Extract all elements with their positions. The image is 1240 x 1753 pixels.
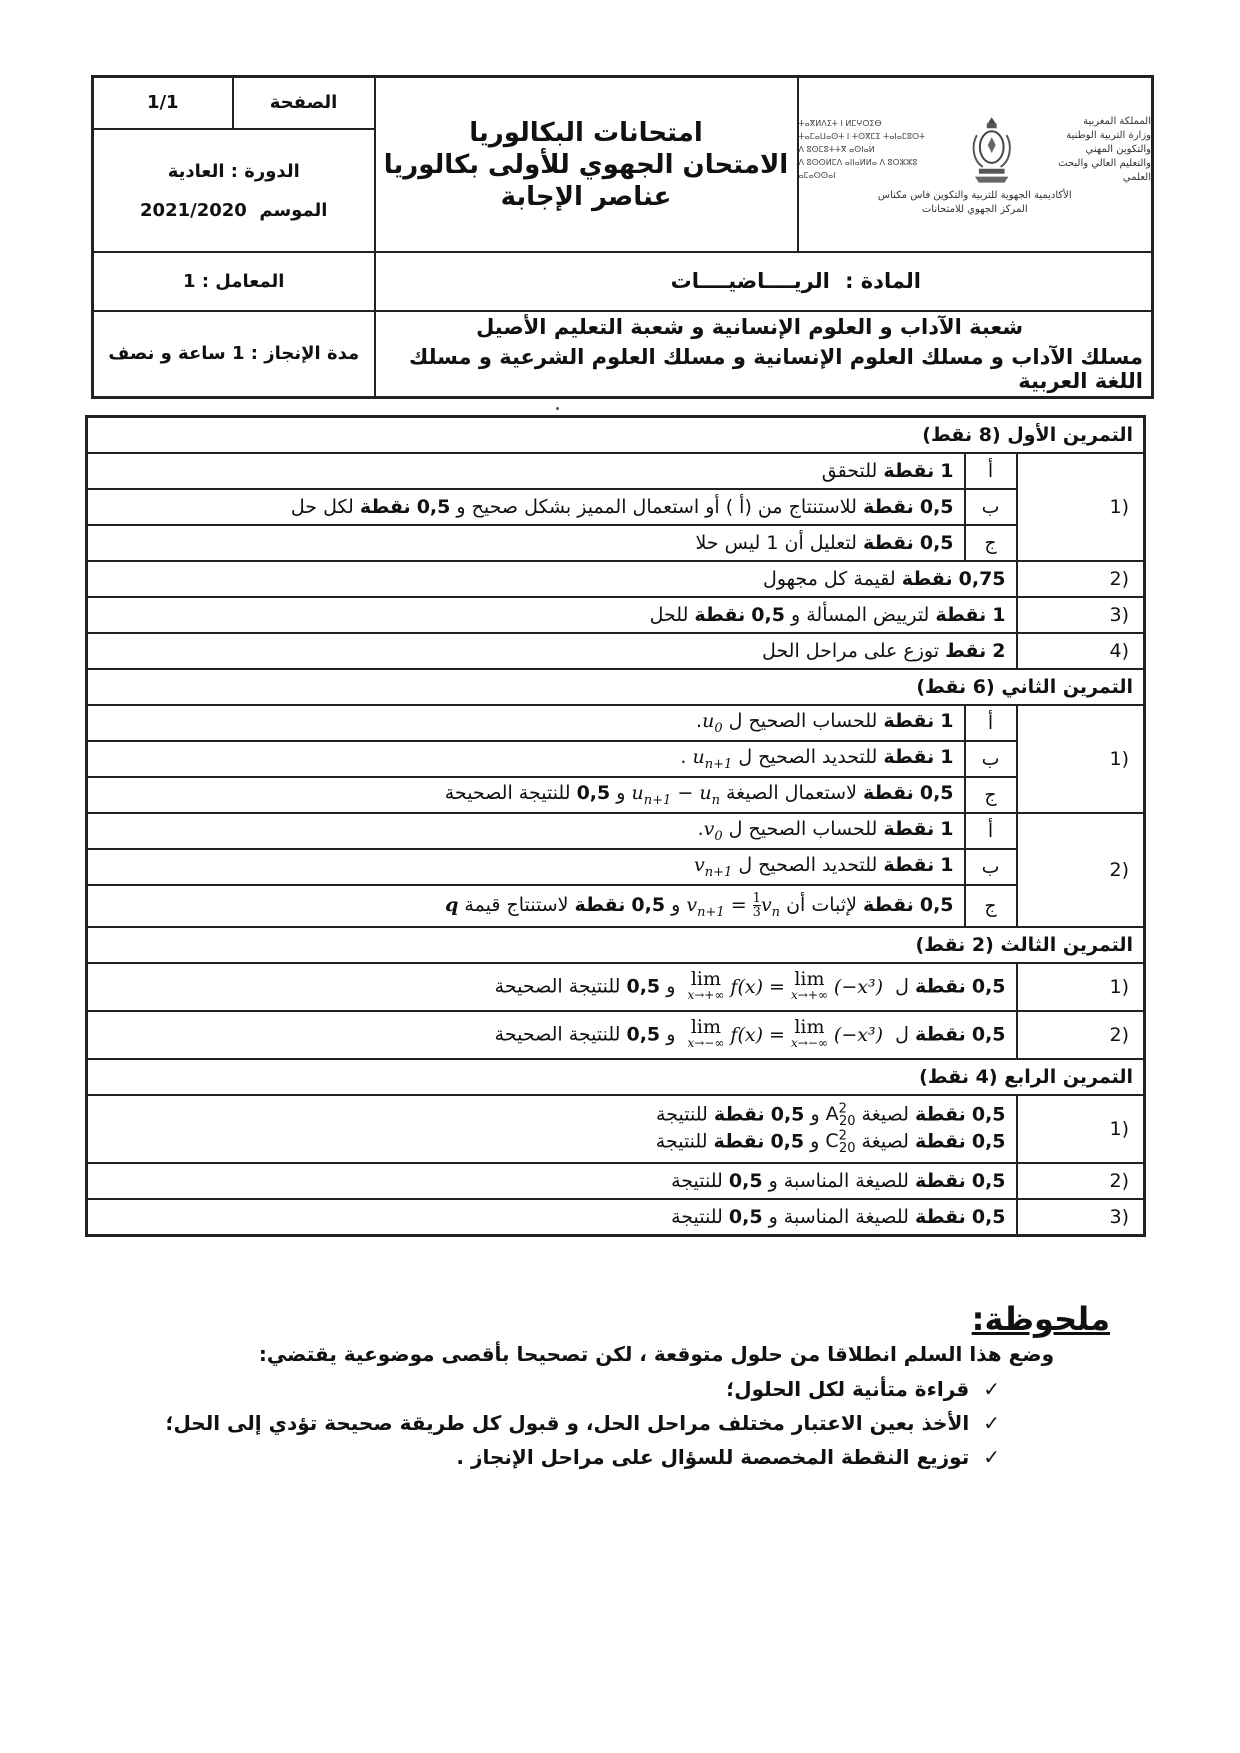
ministry-logo-block: [798, 77, 1153, 253]
logo-academy-text: الأكاديمية الجهوية للتربية والتكوين فاس مكناس المركز الجهوي للامتحانات: [877, 189, 1072, 215]
subject-cell: [375, 252, 1153, 311]
title-line-2: الامتحان الجهوي للأولى بكالوريا: [383, 149, 789, 180]
table-row: (1 أ 1 نقطة للحساب الصحيح ل $u_0$.: [87, 705, 1145, 741]
list-item: ✓الأخذ بعين الاعتبار مختلف مراحل الحل، و قبول كل طريقة صحيحة تؤدي إلى الحل؛: [120, 1406, 1000, 1440]
notes-intro: وضع هذا السلم انطلاقا من حلول متوقعة ، لكن تصحيحا بأقصى موضوعية يقتضي:: [258, 1342, 1054, 1366]
logo-arabic-text: المملكة المغربية وزارة التربية الوطنية والتكوين المهني والتعليم العالي والبحث العلمي: [1058, 115, 1151, 183]
table-row: (2 أ 1 نقطة للحساب الصحيح ل $v_0$.: [87, 813, 1145, 849]
exam-header: [91, 75, 1154, 399]
table-row: (3 1 نقطة لترييض المسألة و 0,5 نقطة للحل: [87, 597, 1145, 633]
table-row: (2 0,75 نقطة لقيمة كل مجهول: [87, 561, 1145, 597]
exercise-2-header: التمرين الثاني (6 نقط): [87, 669, 1145, 705]
checkmark-icon: ✓: [983, 1377, 1000, 1401]
branch-line-1: شعبة الآداب و العلوم الإنسانية و شعبة التعليم الأصيل: [476, 314, 1023, 339]
title-line-1: امتحانات البكالوريا: [469, 117, 703, 148]
table-row: ج 0,5 نقطة لإثبات أن $v_{n+1}$ = $\frac{1}{3}$ $v_n$ و 0,5 نقطة لاستنتاج قيمة q: [87, 885, 1145, 927]
exercise-3-header: التمرين الثالث (2 نقط): [87, 927, 1145, 963]
table-row: (1 0,5 نقطة لصيغة $A^2_{20}$ و 0,5 نقطة للنتيجة 0,5 نقطة لصيغة $C^2_{20}$ و 0,5 نقطة للنتيجة: [87, 1095, 1145, 1163]
coat-of-arms-icon: [969, 113, 1014, 187]
list-item: ✓توزيع النقطة المخصصة للسؤال على مراحل الإنجاز .: [120, 1440, 1000, 1474]
subject-value: الريــــاضيــــات: [670, 269, 830, 294]
branch-line-2: مسلك الآداب و مسلك العلوم الإنسانية و مسلك العلوم الشرعية و مسلك اللغة العربية: [409, 344, 1143, 393]
branches-cell: [375, 311, 1153, 398]
notes-list: [120, 1372, 1120, 1474]
checkmark-icon: ✓: [983, 1445, 1000, 1469]
subject-label: المادة :: [845, 269, 921, 294]
list-item: ✓قراءة متأنية لكل الحلول؛: [120, 1372, 1000, 1406]
logo-tifinagh-text: ⵜⴰⴳⵍⴷⵉⵜ ⵏ ⵍⵎⵖⵔⵉⴱ ⵜⴰⵎⴰⵡⴰⵙⵜ ⵏ ⵜⵙⴳⵎⵉ ⵜⴰⵏⴰⵎⵓⵔⵜ ⴷ ⵓⵙⵎⵓⵜⵜⴳ ⴰⵙⵏⴰⵍ ⴷ ⵓⵙⵙⵍⵎⴷ ⴰⵏⵏⴰⵍⵍⴰ ⴷ ⵓⵔⵣⵣⵓ ⴰⵎⴰⵙⵙⴰⵏ: [798, 119, 926, 181]
table-row: (1 أ 1 نقطة للتحقق: [87, 453, 1145, 489]
duration-cell: مدة الإنجاز : 1 ساعة و نصف: [93, 311, 375, 398]
table-row: (2 0,5 نقطة ل lim x→−∞ f(x) = lim x→−∞ (−x³) و 0,5 للنتيجة الصحيحة: [87, 1011, 1145, 1059]
table-row: (4 2 نقط توزع على مراحل الحل: [87, 633, 1145, 669]
table-row: (1 0,5 نقطة ل lim x→+∞ f(x) = lim x→+∞ (−x³) و 0,5 للنتيجة الصحيحة: [87, 963, 1145, 1011]
title-line-3: عناصر الإجابة: [500, 181, 672, 212]
table-row: (2 0,5 نقطة للصيغة المناسبة و 0,5 للنتيجة: [87, 1163, 1145, 1199]
exercise-4-header: التمرين الرابع (4 نقط): [87, 1059, 1145, 1095]
table-row: ب 1 نقطة للتحديد الصحيح ل $v_{n+1}$: [87, 849, 1145, 885]
table-row: ج 0,5 نقطة لاستعمال الصيغة $u_{n+1} - u_n$ و 0,5 للنتيجة الصحيحة: [87, 777, 1145, 813]
page-label: الصفحة: [233, 77, 375, 129]
table-row: ب 1 نقطة للتحديد الصحيح ل $u_{n+1}$ .: [87, 741, 1145, 777]
table-row: ب 0,5 نقطة للاستنتاج من (أ ) أو استعمال المميز بشكل صحيح و 0,5 نقطة لكل حل: [87, 489, 1145, 525]
scoring-table: [85, 415, 1146, 1237]
coefficient-cell: المعامل : 1: [93, 252, 375, 311]
page-number: 1/1: [93, 77, 233, 129]
exercise-1-header: التمرين الأول (8 نقط): [87, 417, 1145, 454]
season-text: 2021/2020 الموسم: [140, 199, 328, 221]
notes-section: [120, 1300, 1120, 1474]
session-cell: [93, 129, 375, 252]
session-text: الدورة : العادية: [167, 160, 300, 182]
stray-dot: [556, 407, 559, 410]
checkmark-icon: ✓: [983, 1411, 1000, 1435]
table-row: (3 0,5 نقطة للصيغة المناسبة و 0,5 للنتيجة: [87, 1199, 1145, 1236]
table-row: ج 0,5 نقطة لتعليل أن 1 ليس حلا: [87, 525, 1145, 561]
notes-title: ملحوظة:: [971, 1300, 1110, 1338]
exam-title-block: [375, 77, 798, 253]
